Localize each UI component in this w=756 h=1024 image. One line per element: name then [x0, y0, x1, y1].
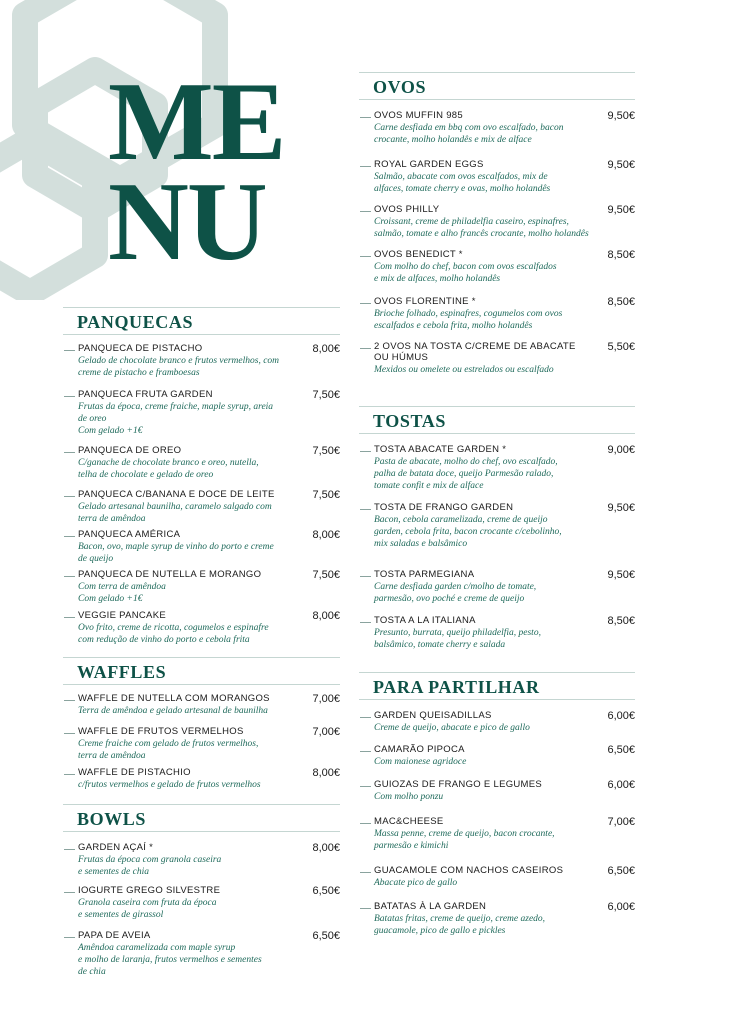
item-name: ROYAL GARDEN EGGS — [374, 159, 484, 170]
item-price: 9,50€ — [607, 204, 635, 216]
section-header — [359, 72, 635, 100]
item-price: 9,00€ — [607, 444, 635, 456]
item-name: WAFFLE DE NUTELLA COM MORANGOS — [78, 693, 270, 704]
item-dash — [64, 536, 75, 537]
section-header — [359, 406, 635, 434]
section-tostas — [359, 406, 635, 650]
item-dash — [64, 452, 75, 453]
item-name: GUIOZAS DE FRANGO E LEGUMES — [374, 779, 543, 790]
item-price: 6,50€ — [312, 930, 340, 942]
item-description: Gelado artesanal baunilha, caramelo salgado com terra de amêndoa — [78, 502, 272, 524]
section-panquecas — [63, 307, 340, 645]
item-price: 9,50€ — [607, 569, 635, 581]
item-price: 6,00€ — [607, 901, 635, 913]
item-dash — [360, 908, 371, 909]
item-name: WAFFLE DE FRUTOS VERMELHOS — [78, 726, 244, 737]
item-price: 8,00€ — [312, 842, 340, 854]
item-name: TOSTA PARMEGIANA — [374, 569, 475, 580]
item-description: Granola caseira com fruta da época e sementes de girassol — [78, 898, 217, 920]
item-price: 8,50€ — [607, 296, 635, 308]
section-title: BOWLS — [77, 809, 147, 829]
item-name: OVOS BENEDICT * — [374, 249, 463, 260]
item-price: 9,50€ — [607, 159, 635, 171]
item-description: Frutas da época com granola caseira e sementes de chia — [78, 855, 222, 877]
item-description: Com terra de amêndoa Com gelado +1€ — [78, 582, 166, 604]
item-name: PAPA DE AVEIA — [78, 930, 151, 941]
item-description: Massa penne, creme de queijo, bacon crocante, parmesão e kimichi — [374, 829, 555, 851]
item-name: TOSTA A LA ITALIANA — [374, 615, 476, 626]
item-name: 2 OVOS NA TOSTA C/CREME DE ABACATE OU HÚMUS — [374, 341, 576, 363]
item-name: GARDEN QUEISADILLAS — [374, 710, 492, 721]
item-description: Brioche folhado, espinafres, cogumelos com ovos escalfados e cebola frita, molho holandês — [374, 309, 563, 331]
section-header — [63, 657, 340, 685]
item-price: 6,50€ — [607, 865, 635, 877]
item-description: Creme de queijo, abacate e pico de gallo — [374, 723, 530, 733]
item-price: 7,00€ — [312, 726, 340, 738]
item-name: PANQUECA DE PISTACHO — [78, 343, 203, 354]
item-dash — [64, 496, 75, 497]
item-name: GUACAMOLE COM NACHOS CASEIROS — [374, 865, 564, 876]
item-name: IOGURTE GREGO SILVESTRE — [78, 885, 221, 896]
item-description: C/ganache de chocolate branco e oreo, nutella, telha de chocolate e gelado de oreo — [78, 458, 259, 480]
item-name: VEGGIE PANCAKE — [78, 610, 166, 621]
item-price: 8,00€ — [312, 529, 340, 541]
item-dash — [64, 849, 75, 850]
item-price: 5,50€ — [607, 341, 635, 353]
item-description: Ovo frito, creme de ricotta, cogumelos e espinafre com redução de vinho do porto e cebola frita — [78, 623, 269, 645]
section-header — [359, 672, 635, 700]
item-description: Carne desfiada em bbq com ovo escalfado, bacon crocante, molho holandês e mix de alface — [374, 123, 564, 145]
item-name: CAMARÃO PIPOCA — [374, 744, 465, 755]
menu-title-line-1: ME — [108, 60, 285, 184]
item-dash — [360, 509, 371, 510]
item-name: TOSTA ABACATE GARDEN * — [374, 444, 507, 455]
section-title: PANQUECAS — [77, 312, 194, 332]
item-price: 6,50€ — [607, 744, 635, 756]
item-name: PANQUECA DE NUTELLA E MORANGO — [78, 569, 262, 580]
item-price: 7,50€ — [312, 445, 340, 457]
item-dash — [360, 303, 371, 304]
right-column — [359, 0, 635, 1024]
section-title: WAFFLES — [77, 662, 167, 682]
item-name: OVOS MUFFIN 985 — [374, 110, 463, 121]
item-description: Com molho ponzu — [374, 792, 444, 802]
section-waffles — [63, 657, 340, 790]
item-dash — [64, 576, 75, 577]
item-description: Abacate pico de gallo — [374, 878, 458, 888]
item-name: GARDEN AÇAÍ * — [78, 842, 154, 853]
item-dash — [64, 774, 75, 775]
item-price: 8,50€ — [607, 615, 635, 627]
item-name: PANQUECA AMÉRICA — [78, 529, 181, 540]
section-header — [63, 307, 340, 335]
item-description: Salmão, abacate com ovos escalfados, mix de alfaces, tomate cherry e ovas, molho holandês — [374, 172, 551, 194]
item-name: OVOS PHILLY — [374, 204, 440, 215]
item-name: PANQUECA FRUTA GARDEN — [78, 389, 213, 400]
item-description: Bacon, ovo, maple syrup de vinho do porto e creme de queijo — [78, 542, 274, 564]
item-name: PANQUECA C/BANANA E DOCE DE LEITE — [78, 489, 275, 500]
item-description: Gelado de chocolate branco e frutos vermelhos, com creme de pistacho e framboesas — [78, 356, 280, 378]
item-description: Com maionese agridoce — [374, 757, 467, 767]
item-price: 7,00€ — [607, 816, 635, 828]
item-name: WAFFLE DE PISTACHIO — [78, 767, 191, 778]
item-price: 7,00€ — [312, 693, 340, 705]
item-dash — [360, 348, 371, 349]
item-name: PANQUECA DE OREO — [78, 445, 182, 456]
item-price: 7,50€ — [312, 489, 340, 501]
left-column — [63, 0, 340, 1024]
item-dash — [360, 166, 371, 167]
item-description: Mexidos ou omelete ou estrelados ou escalfado — [374, 365, 554, 375]
item-description: Pasta de abacate, molho do chef, ovo escalfado, palha de batata doce, queijo Parmesão ralado, tomate confit e mix de alface — [374, 457, 558, 491]
item-description: Amêndoa caramelizada com maple syrup e molho de laranja, frutos vermelhos e sementes de chia — [78, 943, 262, 977]
menu-title-line-2: NU — [108, 160, 266, 284]
item-description: Terra de amêndoa e gelado artesanal de baunilha — [78, 706, 268, 716]
item-dash — [360, 823, 371, 824]
item-dash — [360, 117, 371, 118]
item-dash — [64, 396, 75, 397]
section-ovos — [359, 72, 635, 375]
item-dash — [64, 350, 75, 351]
item-description: Com molho do chef, bacon com ovos escalfados e mix de alfaces, molho holandês — [374, 262, 557, 284]
item-dash — [360, 872, 371, 873]
item-description: Croissant, creme de philadelfia caseiro, espinafres, salmão, tomate e alho francês crocante, molho holandês — [374, 217, 589, 239]
item-description: Bacon, cebola caramelizada, creme de queijo garden, cebola frita, bacon crocante c/cebolinho, mix saladas e balsâmico — [374, 515, 562, 549]
item-price: 6,00€ — [607, 779, 635, 791]
section-bowls — [63, 804, 340, 977]
item-dash — [64, 937, 75, 938]
section-title: PARA PARTILHAR — [373, 677, 540, 697]
item-price: 7,50€ — [312, 389, 340, 401]
item-name: OVOS FLORENTINE * — [374, 296, 476, 307]
item-price: 9,50€ — [607, 502, 635, 514]
item-dash — [64, 892, 75, 893]
item-description: Carne desfiada garden c/molho de tomate, parmesão, ovo poché e creme de queijo — [374, 582, 537, 604]
item-dash — [64, 700, 75, 701]
item-description: Creme fraiche com gelado de frutos vermelhos, terra de amêndoa — [78, 739, 259, 761]
item-dash — [360, 622, 371, 623]
item-description: Batatas fritas, creme de queijo, creme azedo, guacamole, pico de gallo e pickles — [374, 914, 546, 936]
item-price: 6,50€ — [312, 885, 340, 897]
item-dash — [360, 751, 371, 752]
item-dash — [360, 576, 371, 577]
item-dash — [360, 786, 371, 787]
section-title: OVOS — [373, 77, 427, 97]
item-dash — [64, 733, 75, 734]
item-price: 7,50€ — [312, 569, 340, 581]
item-description: Presunto, burrata, queijo philadelfia, pesto, balsâmico, tomate cherry e salada — [374, 628, 541, 650]
item-name: TOSTA DE FRANGO GARDEN — [374, 502, 514, 513]
item-dash — [360, 717, 371, 718]
item-description: c/frutos vermelhos e gelado de frutos vermelhos — [78, 780, 261, 790]
item-dash — [360, 211, 371, 212]
item-dash — [360, 451, 371, 452]
item-price: 8,00€ — [312, 610, 340, 622]
section-title: TOSTAS — [373, 411, 446, 431]
item-name: BATATAS À LA GARDEN — [374, 901, 487, 912]
item-price: 8,50€ — [607, 249, 635, 261]
item-price: 8,00€ — [312, 767, 340, 779]
section-header — [63, 804, 340, 832]
item-name: MAC&CHEESE — [374, 816, 444, 827]
section-para-partilhar — [359, 672, 635, 936]
item-dash — [360, 256, 371, 257]
item-dash — [64, 617, 75, 618]
item-price: 8,00€ — [312, 343, 340, 355]
item-price: 6,00€ — [607, 710, 635, 722]
item-description: Frutas da época, creme fraiche, maple syrup, areia de oreo Com gelado +1€ — [78, 402, 274, 436]
item-price: 9,50€ — [607, 110, 635, 122]
